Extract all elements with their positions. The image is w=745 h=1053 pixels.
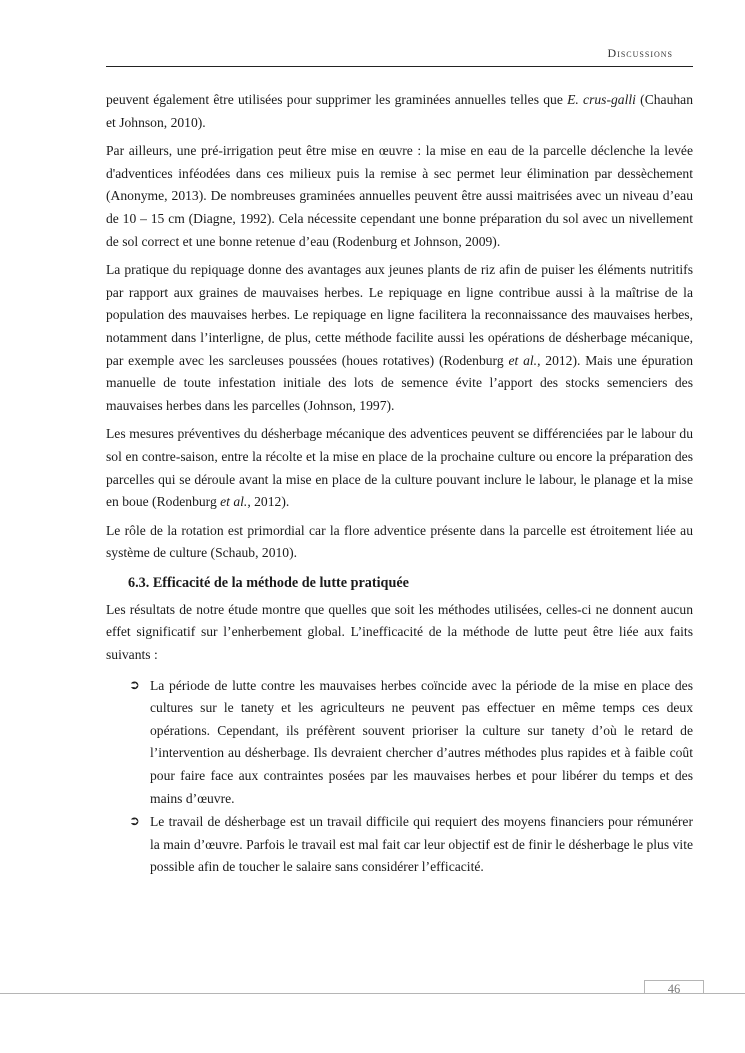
- paragraph: [106, 140, 693, 253]
- section-heading: 6.3. Efficacité de la méthode de lutte pratiquée: [128, 574, 409, 591]
- text-run: , 2012).: [247, 494, 290, 510]
- text-run: Le rôle de la rotation est primordial car la flore adventice présente dans la parcelle est étroitement liée au système de culture (Schaub, 2010).: [106, 522, 693, 561]
- bullet-list: [106, 675, 693, 879]
- paragraph: [106, 259, 693, 417]
- paragraph: [106, 520, 693, 565]
- text-run: La pratique du repiquage donne des avantages aux jeunes plants de riz afin de puiser les éléments nutritifs par rapport aux graines de mauvaises herbes. Le repiquage en ligne contribue aussi à la maîtrise de la population des mauvaises herbes. Le repiquage en ligne facilitera la reconnaissance des mauvaises herbes, notamment dans l’interligne, de plus, cette méthode facilite aussi les opérations de désherbage mécanique, par exemple avec les sarcleuses poussées (houes rotatives) (Rodenburg: [106, 262, 693, 368]
- list-item-text: Le travail de désherbage est un travail difficile qui requiert des moyens financiers pour rémunérer la main d’œuvre. Parfois le travail est mal fait car leur objectif est de finir le désherbage le plus vite possible afin de toucher le salaire sans considérer l’efficacité.: [150, 814, 693, 875]
- running-header-title: Discussions: [607, 46, 673, 60]
- list-item: [129, 675, 693, 811]
- text-run: Par ailleurs, une pré-irrigation peut être mise en œuvre : la mise en eau de la parcelle déclenche la levée d'adventices inféodées dans ces milieux puis la remise à sec permet leur élimination par dessèchement (Anonyme, 2013). De nombreuses graminées annuelles peuvent être aussi maitrisées avec un niveau d’eau de 10 – 15 cm (Diagne, 1992). Cela nécessite cependant une bonne préparation du sol avec un nivellement de sol correct et une bonne retenue d’eau (Rodenburg et Johnson, 2009).: [106, 143, 693, 249]
- text-run: (Chauhan et Johnson, 2010).: [106, 92, 694, 130]
- section-intro: Les résultats de notre étude montre que quelles que soit les méthodes utilisées, celles-ci ne donnent aucun effet significatif sur l’enherbement global. L’inefficacité de la méthode de lutte peut être liée aux faits suivants :: [106, 601, 693, 663]
- paragraph: [106, 89, 693, 134]
- arrow-bullet-icon: ➲: [129, 677, 140, 693]
- italic-run: et al.: [508, 352, 538, 368]
- arrow-bullet-icon: ➲: [129, 814, 140, 830]
- list-item: [129, 811, 693, 879]
- footer-rule: [0, 993, 745, 994]
- text-run: peuvent également être utilisées pour supprimer les graminées annuelles telles que: [106, 92, 568, 107]
- italic-run: et al.: [220, 494, 248, 510]
- italic-run: E. crus-galli: [567, 92, 636, 107]
- text-run: , 2012). Mais une épuration manuelle de toute infestation initiale des lots de semence évite l’apport des stocks semenciers des mauvaises herbes dans les parcelles (Johnson, 1997).: [106, 352, 693, 413]
- page-body: [106, 89, 693, 880]
- header-rule: [106, 66, 693, 67]
- page-number: 46: [667, 982, 681, 996]
- list-item-text: La période de lutte contre les mauvaises herbes coïncide avec la période de la mise en place des cultures sur le tanety et les agriculteurs ne peuvent pas effectuer en même temps ces deux opérations. Cependant, ils préfèrent souvent prioriser la culture sur tanety d’où le retard de l’intervention au désherbage. Ils devraient chercher d’autres méthodes plus rapides et à faible coût pour faire face aux contraintes posées par les mauvaises herbes et pour libérer du temps et des mains d’œuvre.: [150, 677, 693, 806]
- paragraph: [106, 423, 693, 513]
- text-run: Les mesures préventives du désherbage mécanique des adventices peuvent se différenciées par le labour du sol en contre-saison, entre la récolte et la mise en place de la prochaine culture ou encore la préparation des parcelles qui se déroule avant la mise en place de la culture pouvant inclure le labour, le planage et la mise en boue (Rodenburg: [106, 426, 693, 510]
